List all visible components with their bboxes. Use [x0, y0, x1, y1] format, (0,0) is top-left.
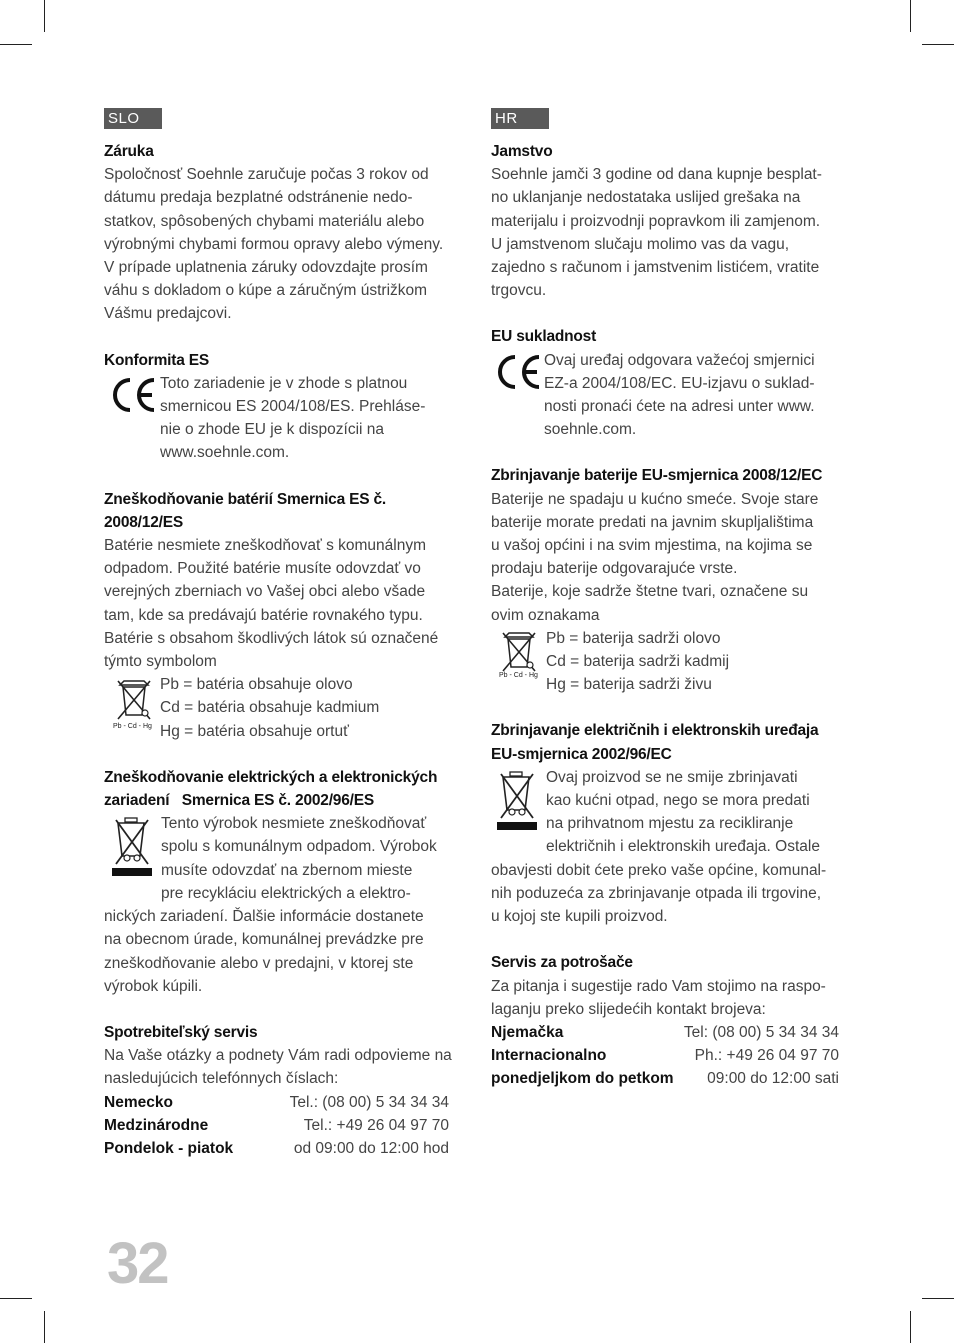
crop-mark — [922, 1298, 954, 1299]
text-line: nie o zhode EU je k dispozícii na — [160, 421, 385, 439]
text-line: na prihvatnom mjestu za recikliranje — [546, 815, 794, 833]
text-line: soehnle.com. — [544, 421, 637, 439]
hr-battery-section — [491, 464, 851, 696]
slo-warranty-title: Záruka — [104, 143, 154, 160]
text-line: no uklanjanje nedostataka uslijed grešaka na — [491, 189, 801, 207]
text-line: ovim oznakama — [491, 606, 600, 624]
crossed-out-battery-bin-icon — [114, 675, 154, 723]
text-line: na obecnom úrade, komunálnej prevádzke pre — [104, 931, 424, 949]
text-line: Pb = batéria obsahuje olovo — [160, 676, 353, 694]
contact-label: Nemecko — [104, 1093, 173, 1111]
text-line: nických zariadení. Ďalšie informácie dostanete — [104, 908, 424, 926]
text-line: Za pitanja i sugestije rado Vam stojimo na raspo- — [491, 977, 826, 995]
text-line: kao kućni otpad, nego se mora predati — [546, 792, 810, 810]
contact-label: ponedjeljkom do petkom — [491, 1070, 674, 1088]
contact-row — [491, 1067, 839, 1090]
text-line: nosti pronaći ćete na adresi unter www. — [544, 398, 815, 416]
slo-column — [104, 108, 462, 1160]
page-number: 32 — [107, 1231, 168, 1296]
ce-mark-icon — [491, 349, 544, 395]
slo-weee-title: Zneškodňovanie elektrických a elektronických — [104, 768, 438, 786]
ce-mark-icon — [104, 372, 160, 418]
battery-symbol-label: Pb - Cd - Hg — [113, 723, 152, 731]
text-line: váhu s dokladom o kúpe a záručným ústrižkom — [104, 282, 428, 300]
text-line: Soehnle jamči 3 godine od dana kupnje besplat- — [491, 166, 822, 184]
hr-service-title: Servis za potrošače — [491, 954, 633, 972]
slo-service-section — [104, 1021, 462, 1160]
contact-value: 09:00 do 12:00 sati — [707, 1070, 839, 1088]
contact-value: Tel.: +49 26 04 97 70 — [303, 1116, 449, 1134]
text-line: výrobnými chybami formou opravy alebo výmeny. — [104, 235, 444, 253]
text-line: nih poduzeća za zbrinjavanje otpada ili trgovine, — [491, 884, 822, 902]
contact-row — [104, 1137, 449, 1160]
text-line: výrobok kúpili. — [104, 977, 203, 995]
text-line: materijalu i proizvodnji popravkom ili zamjenom. — [491, 212, 821, 230]
text-line: Spoločnosť Soehnle zaručuje počas 3 rokov od — [104, 166, 429, 184]
text-line: spolu s komunálnym odpadom. Výrobok — [161, 838, 437, 856]
contact-value: od 09:00 do 12:00 hod — [293, 1139, 449, 1157]
contact-row — [104, 1114, 449, 1137]
text-line: EZ-a 2004/108/EC. EU-izjavu o suklad- — [544, 374, 815, 392]
text-line: smernicou ES 2004/108/ES. Prehláse- — [160, 398, 426, 416]
slo-conformity-section — [104, 349, 462, 465]
crop-mark — [922, 44, 954, 45]
hr-column — [491, 108, 851, 1091]
crop-mark — [910, 0, 911, 32]
text-line: Vášmu predajcovi. — [104, 305, 232, 323]
slo-warranty-text — [104, 163, 462, 325]
slo-service-title: Spotrebiteľský servis — [104, 1023, 258, 1041]
crop-mark — [0, 1298, 32, 1299]
slo-weee-section — [104, 766, 462, 998]
slo-conformity-title: Konformita ES — [104, 351, 210, 369]
text-line: Cd = baterija sadrži kadmij — [546, 653, 730, 671]
hr-battery-title: Zbrinjavanje baterije EU-smjernica 2008/12/EC — [491, 467, 823, 485]
text-line: dátumu predaja bezplatné odstránenie nedo- — [104, 189, 413, 207]
text-line: Baterije, koje sadrže štetne tvari, označene su — [491, 583, 809, 601]
text-line: odpadom. Použité batérie musíte odovzdať vo — [104, 560, 421, 578]
text-line: Baterije ne spadaju u kućno smeće. Svoje stare — [491, 490, 819, 508]
crossed-out-battery-bin-icon — [499, 627, 539, 675]
text-line: Toto zariadenie je v zhode s platnou — [160, 374, 408, 392]
text-line: tam, kde sa predávajú batérie rovnakého typu. — [104, 606, 423, 624]
text-line: musíte odovzdať na zbernom mieste — [161, 861, 413, 879]
hr-service-section — [491, 951, 851, 1090]
contact-value: Ph.: +49 26 04 97 70 — [694, 1047, 839, 1065]
crop-mark — [910, 1311, 911, 1343]
hr-conformity-section — [491, 325, 851, 441]
text-line: trgovcu. — [491, 282, 547, 300]
text-line: u kojoj ste kupili proizvod. — [491, 908, 668, 926]
text-line: Cd = batéria obsahuje kadmium — [160, 699, 380, 717]
text-line: Batérie s obsahom škodlivých látok sú označené — [104, 629, 439, 647]
crop-mark — [0, 44, 32, 45]
text-line: Ovaj proizvod se ne smije zbrinjavati — [546, 768, 798, 786]
text-line: Tento výrobok nesmiete zneškodňovať — [161, 815, 427, 833]
hr-warranty-title: Jamstvo — [491, 143, 553, 160]
contact-value: Tel: (08 00) 5 34 34 34 — [683, 1023, 839, 1041]
contact-value: Tel.: (08 00) 5 34 34 34 — [289, 1093, 449, 1111]
slo-battery-title: 2008/12/ES — [104, 513, 184, 531]
crop-mark — [44, 1311, 45, 1343]
contact-row — [491, 1044, 839, 1067]
text-line: U jamstvenom slučaju molimo vas da vagu, — [491, 235, 790, 253]
weee-crossed-bin-icon — [491, 766, 546, 832]
text-line: www.soehnle.com. — [160, 444, 290, 462]
text-line: baterije morate predati na javnim skupljalištima — [491, 513, 814, 531]
language-badge-hr: HR — [491, 108, 549, 129]
contact-label: Internacionalno — [491, 1047, 607, 1065]
contact-label: Njemačka — [491, 1023, 564, 1041]
text-line: u vašoj općini i na svim mjestima, na kojima se — [491, 537, 813, 555]
contact-label: Pondelok - piatok — [104, 1139, 234, 1157]
contact-row — [491, 1021, 839, 1044]
contact-row — [104, 1091, 449, 1114]
text-line: Hg = batéria obsahuje ortuť — [160, 722, 349, 740]
text-line: týmto symbolom — [104, 653, 217, 671]
text-line: laganju preko slijedećih kontakt brojeva: — [491, 1000, 766, 1018]
text-line: verejných zberniach vo Vašej obci alebo všade — [104, 583, 426, 601]
text-line: Pb = baterija sadrži olovo — [546, 629, 721, 647]
hr-weee-title: EU-smjernica 2002/96/EC — [491, 745, 672, 763]
hr-warranty-section — [491, 140, 851, 302]
slo-warranty-section — [104, 140, 462, 326]
text-line: V prípade uplatnenia záruky odovzdajte prosím — [104, 259, 428, 277]
hr-weee-section — [491, 719, 851, 928]
text-line: Hg = baterija sadrži živu — [546, 676, 712, 694]
crop-mark — [44, 0, 45, 32]
text-line: zneškodňovanie alebo v predajni, v ktorej ste — [104, 954, 414, 972]
slo-battery-title: Zneškodňovanie batérií Smernica ES č. — [104, 490, 387, 508]
contact-label: Medzinárodne — [104, 1116, 209, 1134]
slo-weee-title: zariadení Smernica ES č. 2002/96/ES — [104, 792, 375, 810]
battery-symbol-label: Pb - Cd - Hg — [499, 671, 538, 679]
text-line: pre recykláciu elektrických a elektro- — [161, 884, 411, 902]
text-line: prodaju baterije odgovarajuće vrste. — [491, 560, 738, 578]
text-line: nasledujúcich telefónnych číslach: — [104, 1070, 339, 1088]
weee-crossed-bin-icon — [104, 812, 161, 878]
text-line: statkov, spôsobených chybami materiálu alebo — [104, 212, 425, 230]
language-badge-slo: SLO — [104, 108, 162, 129]
hr-conformity-title: EU sukladnost — [491, 328, 597, 346]
hr-weee-title: Zbrinjavanje električnih i elektronskih uređaja — [491, 722, 819, 740]
text-line: električnih i elektronskih uređaja. Ostale — [546, 838, 820, 856]
text-line: obavjesti dobit ćete preko vaše općine, komunal- — [491, 861, 827, 879]
text-line: Ovaj uređaj odgovara važećoj smjernici — [544, 351, 815, 369]
slo-battery-section — [104, 488, 462, 743]
text-line: Batérie nesmiete zneškodňovať s komunálnym — [104, 537, 427, 555]
text-line: Na Vaše otázky a podnety Vám radi odpovieme na — [104, 1047, 452, 1065]
text-line: zajedno s računom i jamstvenim listićem, vratite — [491, 259, 820, 277]
